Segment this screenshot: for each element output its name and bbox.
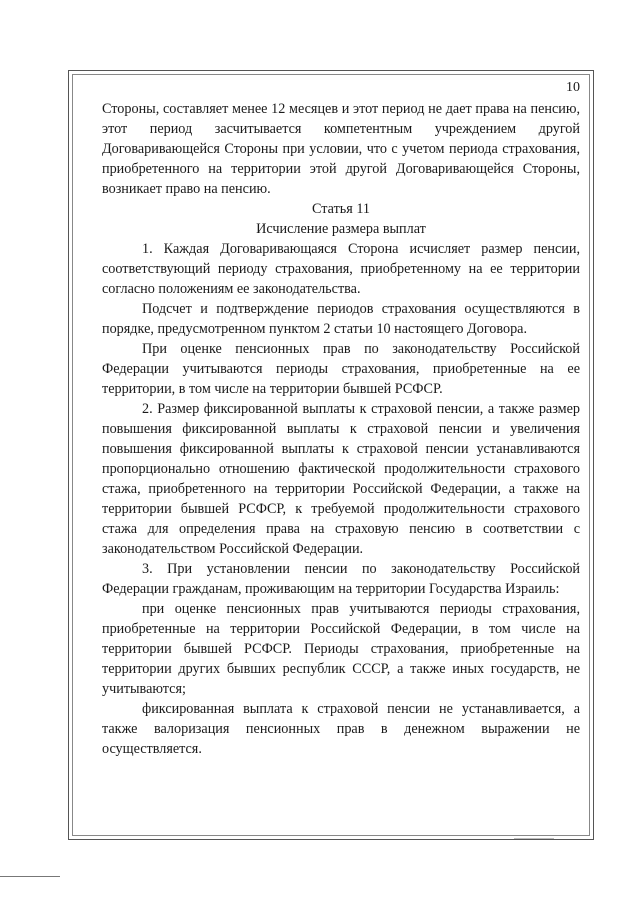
document-body: [102, 99, 580, 759]
paragraph-7: фиксированная выплата к страховой пенсии не устанавливается, а также валоризация пенсионных прав в денежном выражении не осуществляется.: [102, 701, 580, 757]
page-number: 10: [566, 80, 580, 95]
paragraph-2: Подсчет и подтверждение периодов страхования осуществляются в порядке, предусмотренном пунктом 2 статьи 10 настоящего Договора.: [102, 301, 580, 337]
paragraph-6: при оценке пенсионных прав учитываются периоды страхования, приобретенные на территории Российской Федерации, в том числе на территории бывшей РСФСР. Периоды страхования, приобретенные на территории других бывших республик СССР, а также иных государств, не учитываются;: [102, 601, 580, 697]
paragraph-1: 1. Каждая Договаривающаяся Сторона исчисляет размер пенсии, соответствующий периоду страхования, приобретенному на ее территории согласно положениям ее законодательства.: [102, 241, 580, 297]
paragraph-4: 2. Размер фиксированной выплаты к страховой пенсии, а также размер повышения фиксированной выплаты к страховой пенсии и увеличения повышения фиксированной выплаты к страховой пенсии устанавливаются пропорционально отношению фактической продолжительности страхового стажа, приобретенного на территории Российской Федерации, а также на территории бывшей РСФСР, к требуемой продолжительности страхового стажа для определения права на страховую пенсию в соответствии с законодательством Российской Федерации.: [102, 401, 580, 557]
paragraph-3: При оценке пенсионных прав по законодательству Российской Федерации учитываются периоды страхования, приобретенные на ее территории, в том числе на территории бывшей РСФСР.: [102, 341, 580, 397]
paragraph-5: 3. При установлении пенсии по законодательству Российской Федерации гражданам, проживающим на территории Государства Израиль:: [102, 561, 580, 597]
article-title: Исчисление размера выплат: [256, 221, 426, 237]
intro-paragraph: Стороны, составляет менее 12 месяцев и этот период не дает права на пенсию, этот период засчитывается компетентным учреждением другой Договаривающейся Стороны при условии, что с учетом периода страхования, приобретенного на территории этой другой Договаривающейся Стороны, возникает право на пенсию.: [102, 101, 580, 197]
scan-artifact-line: [514, 838, 554, 839]
article-number: Статья 11: [312, 201, 370, 217]
scan-edge-line: [0, 876, 60, 877]
